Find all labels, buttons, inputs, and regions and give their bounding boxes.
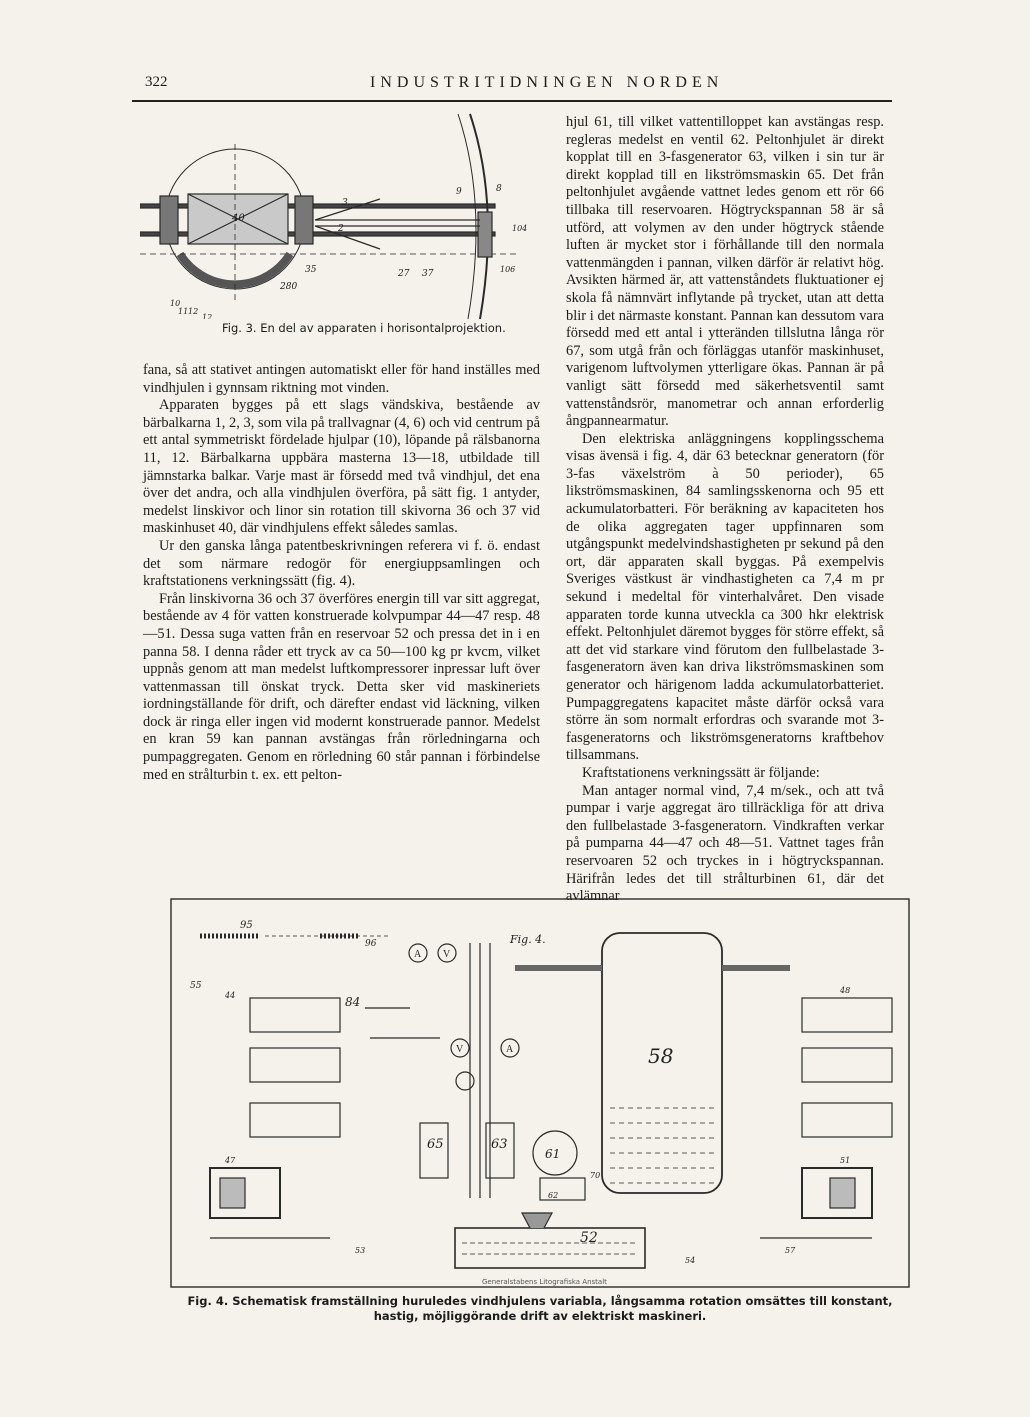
fig4-label: 52 <box>580 1230 598 1246</box>
figure-4-drawing <box>170 898 910 1288</box>
fig4-label: 96 <box>365 939 377 949</box>
fig4-label: 54 <box>685 1256 696 1265</box>
page-number: 322 <box>145 74 168 90</box>
figure-3-caption: Fig. 3. En del av apparaten i horisontalprojektion. <box>222 321 506 335</box>
lithography-credit: Generalstabens Litografiska Anstalt <box>482 1278 607 1286</box>
paragraph: Från linskivorna 36 och 37 överföres energin till var sitt aggregat, bestående av 4 för vatten konstruerade kolvpumpar 44—47 resp. 48—51. Dessa suga vatten från en reservoar 52 och pressa det in i en panna 58. I denna råder ett tryck av ca 50—100 kg pr kvcm, vilket uppnås genom att man medelst luftkompressorer inpressar luft över vattenmassan till önskat tryck. Detta sker vid maskineriets iordningställande för drift, och därefter endast vid läckning, vilken dock är ringa eller ingen vid modernt konstruerade pannor. Medelst en kran 59 kan pannan avstängas från rörledningarna och pumpaggregaten. Genom en rörledning 60 står pannan i förbindelse med en strålturbin t. ex. ett pelton- <box>143 590 540 783</box>
paragraph: Ur den ganska långa patentbeskrivningen referera vi f. ö. endast det som närmare redogör för energiuppsamlingen och kraftstationens verkningssätt (fig. 4). <box>143 537 540 590</box>
fig4-label: 44 <box>225 991 236 1000</box>
fig4-label: 95 <box>240 920 253 931</box>
fig3-label: 10 <box>170 299 181 308</box>
paragraph: Man antager normal vind, 7,4 m/sek., och att två pumpar i varje aggregat äro tillräckliga för att driva den fullbelastade 3-fasgeneratorn. Vindkraften verkar på pumparna 44—47 och 48—51. Vattnet tages från reservoaren 52 och tryckes in i högtryckspannan. Härifrån ledes det till strålturbinen 61, där det avlämnar <box>566 782 884 905</box>
fig4-label: 53 <box>355 1246 366 1255</box>
fig4-label: 58 <box>648 1044 674 1068</box>
fig3-label: 3 <box>342 198 348 208</box>
fig4-label: 62 <box>548 1191 559 1200</box>
fig4-title: Fig. 4. <box>510 933 546 946</box>
paragraph: fana, så att stativet antingen automatiskt eller för hand inställes med vindhjulen i gynnsam riktning mot vinden. <box>143 362 540 396</box>
fig4-label: V <box>443 949 451 960</box>
fig3-label: 9 <box>456 187 462 197</box>
fig3-label: 2 <box>338 224 344 234</box>
fig3-label: 12 <box>202 313 213 319</box>
paragraph: Apparaten bygges på ett slags vändskiva, bestående av bärbalkarna 1, 2, 3, som vila på trallvagnar (4, 6) och vid centrum på ett antal symmetriskt fördelade hjulpar (10), löpande på rälsbanorna 11, 12. Bärbalkarna uppbära masterna 13—18, utbildade till jämnstarka balkar. Varje mast är försedd med två vindhjul, det ena över det andra, och alla vindhjulen överföra, på sätt fig. 1 antyder, medelst linskivor och linor sin rotation till skivorna 36 och 37 vid maskinhuset 40, där vindhjulens effekt således samlas. <box>143 397 540 537</box>
fig3-label: 12 <box>188 307 199 316</box>
fig4-label: A <box>506 1044 514 1055</box>
figure-3-drawing <box>140 104 540 319</box>
fig4-label: 55 <box>190 981 202 991</box>
fig4-label: 70 <box>590 1171 601 1180</box>
paragraph: Den elektriska anläggningens kopplingsschema visas ävensä i fig. 4, där 63 betecknar generatorn (för 3-fas växelström à 50 perioder), 65 likströmsmaskinen, 84 samlingsskenorna och 95 ett ackumulatorbatteri. För beräkning av kapaciteten hos de olika aggregaten tager uppfinnaren som utgångspunkt medelvindshastigheten pr sekund på den ort, där apparaten skall byggas. På exempelvis Sveriges västkust är vindhastigheten ca 7,4 m pr sekund i medeltal för vinterhalvåret. Den visade apparaten torde kunna utveckla ca 300 hkr elektrisk effekt. Peltonhjulet däremot bygges för större effekt, så att det vid starkare vind förutom den fullbelastade 3-fasgeneratorn även kan driva likströmsmaskinen som generator och härigenom ladda ackumulatorbatteriet. Pumpaggregatens kapacitet måste därför också vara större än som normalt erfordras och svarande mot 3-fasgeneratorns och likströmsgeneratorns kraftbehov tillsammans. <box>566 430 884 764</box>
page-header <box>132 70 892 96</box>
fig4-label: 61 <box>545 1147 561 1161</box>
fig4-label: 63 <box>491 1137 508 1152</box>
header-rule <box>132 100 892 102</box>
fig4-label: 84 <box>345 995 361 1009</box>
paragraph: Kraftstationens verkningssätt är följande: <box>582 764 820 781</box>
fig4-label: 47 <box>225 1156 236 1165</box>
fig3-label: 104 <box>512 224 528 233</box>
fig4-label: 48 <box>840 986 851 995</box>
fig3-label: 106 <box>500 265 516 274</box>
fig3-label: 8 <box>496 184 502 194</box>
fig4-label: V <box>456 1044 464 1055</box>
fig3-label: 27 <box>398 269 410 279</box>
fig4-label: 51 <box>840 1156 851 1165</box>
fig4-label: 57 <box>785 1246 796 1255</box>
fig3-label: 37 <box>422 269 434 279</box>
paragraph: hjul 61, till vilket vattentilloppet kan avstängas resp. regleras medelst en ventil 62. Peltonhjulet är direkt kopplat till en 3-fasgenerator 63, vilken i sin tur är direkt kopplad till en likströmsmaskin 65. Det från peltonhjulet avgående vattnet ledes genom ett rör 66 tillbaka till reservoaren. Högtryckspannan 58 är så utförd, att volymen av den under högtryck stående luften är mycket stor i förhållande till den normala vattenmängden i pannan, vilken därför är relativt hög. Avsikten härmed är, att vattenståndets fluktuationer ej skola få nämnvärt inflytande på trycket, utan att detta blir i det närmaste konstant. Pannan kan dessutom vara försedd med ett antal i ytteränden tillslutna långa rör 67, som utgå från och förläggas utanför maskinhuset, varigenom luftvolymen ytterligare ökas. Pannan är på vanligt sätt försedd med säkerhetsventil samt vattenståndsrör, manometrar och annan erforderlig ångpannearmatur. <box>566 114 884 430</box>
fig3-label: 280 <box>280 282 298 292</box>
figure-4-caption: Fig. 4. Schematisk framställning huruledes vindhjulens variabla, långsamma rotation omsättes till konstant, hastig, möjliggörande drift av elektriskt maskineri. <box>187 1294 893 1323</box>
fig4-label: 65 <box>427 1137 444 1152</box>
fig3-label: 35 <box>305 265 317 275</box>
left-text-column <box>143 362 540 784</box>
fig4-label: A <box>414 949 422 960</box>
fig3-label: 40 <box>232 213 245 224</box>
journal-title: INDUSTRITIDNINGEN NORDEN <box>370 74 724 91</box>
fig3-label: 11 <box>178 307 189 316</box>
right-text-column <box>566 114 884 906</box>
